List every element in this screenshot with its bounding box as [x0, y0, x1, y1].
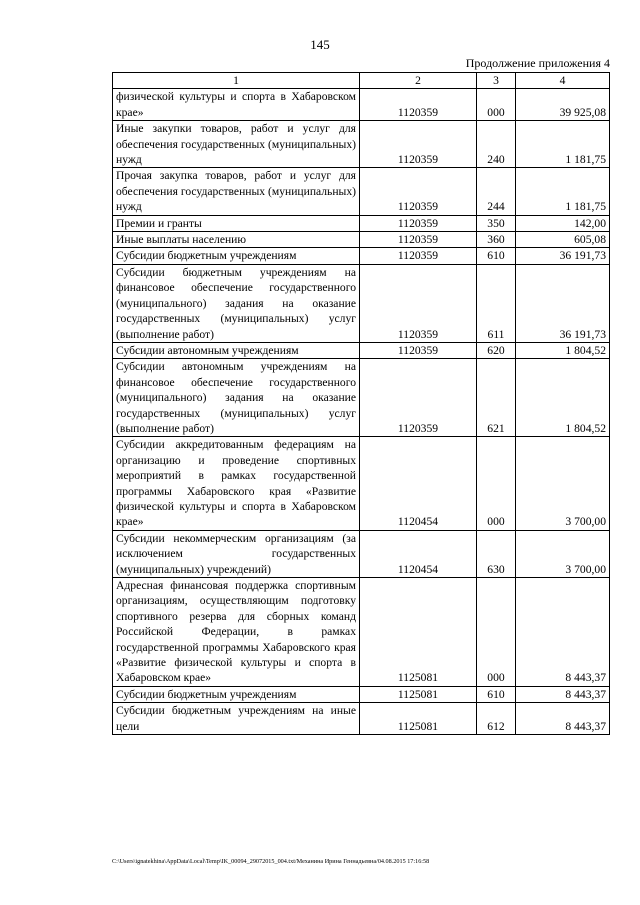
column-header: 4	[516, 73, 610, 89]
row-amount: 1 804,52	[516, 359, 610, 437]
row-description: Прочая закупка товаров, работ и услуг для обеспечения государственных (муниципальных) нужд	[113, 168, 360, 215]
row-type: 612	[477, 703, 516, 735]
row-type: 620	[477, 342, 516, 358]
column-header: 1	[113, 73, 360, 89]
row-type: 611	[477, 264, 516, 342]
row-description: Субсидии аккредитованным федерациям на организацию и проведение спортивных мероприятий в рамках государственной программы Хабаровского края «Развитие физической культуры и спорта в Хабаровском крае»	[113, 437, 360, 530]
table-row	[113, 264, 610, 342]
row-description: Субсидии бюджетным учреждениям на иные цели	[113, 703, 360, 735]
row-description: Адресная финансовая поддержка спортивным организациям, осуществляющим подготовку спортивного резерва для сборных команд Российской Федерации, в рамках государственной программы Хабаровского края «Развитие физической культуры и спорта в Хабаровском крае»	[113, 578, 360, 687]
table-row	[113, 359, 610, 437]
row-type: 630	[477, 530, 516, 577]
row-code: 1120454	[360, 530, 477, 577]
row-type: 610	[477, 686, 516, 702]
row-description: Иные закупки товаров, работ и услуг для обеспечения государственных (муниципальных) нужд	[113, 121, 360, 168]
row-amount: 1 181,75	[516, 121, 610, 168]
row-amount: 605,08	[516, 232, 610, 248]
row-amount: 39 925,08	[516, 89, 610, 121]
row-description: Субсидии бюджетным учреждениям	[113, 248, 360, 264]
row-code: 1120359	[360, 342, 477, 358]
table-row	[113, 530, 610, 577]
row-code: 1125081	[360, 578, 477, 687]
row-description: Субсидии автономным учреждениям на финансовое обеспечение государственного (муниципального) задания на оказание государственных (муниципальных) услуг (выполнение работ)	[113, 359, 360, 437]
row-amount: 8 443,37	[516, 578, 610, 687]
row-type: 610	[477, 248, 516, 264]
row-code: 1120359	[360, 359, 477, 437]
row-type: 240	[477, 121, 516, 168]
row-amount: 8 443,37	[516, 686, 610, 702]
table-row	[113, 232, 610, 248]
table-row	[113, 686, 610, 702]
row-type: 360	[477, 232, 516, 248]
row-amount: 1 181,75	[516, 168, 610, 215]
row-code: 1120359	[360, 264, 477, 342]
row-type: 244	[477, 168, 516, 215]
row-description: Премии и гранты	[113, 215, 360, 231]
row-code: 1125081	[360, 686, 477, 702]
row-amount: 1 804,52	[516, 342, 610, 358]
row-description: Субсидии бюджетным учреждениям	[113, 686, 360, 702]
row-type: 621	[477, 359, 516, 437]
row-code: 1120359	[360, 168, 477, 215]
row-code: 1120359	[360, 89, 477, 121]
table-row	[113, 342, 610, 358]
row-type: 350	[477, 215, 516, 231]
footer-file-path: C:\Users\ignatekhina\AppData\Local\Temp\IK_00094_29072015_004.txt/Механина Ирина Геннадьевна/04.08.2015 17:16:58	[112, 858, 430, 865]
row-amount: 142,00	[516, 215, 610, 231]
row-code: 1120454	[360, 437, 477, 530]
row-code: 1120359	[360, 248, 477, 264]
row-type: 000	[477, 437, 516, 530]
row-description: Субсидии автономным учреждениям	[113, 342, 360, 358]
table-row	[113, 168, 610, 215]
table-row	[113, 437, 610, 530]
row-amount: 8 443,37	[516, 703, 610, 735]
table-row	[113, 578, 610, 687]
page-number: 145	[310, 37, 330, 52]
row-type: 000	[477, 578, 516, 687]
row-amount: 36 191,73	[516, 264, 610, 342]
row-amount: 3 700,00	[516, 437, 610, 530]
row-amount: 36 191,73	[516, 248, 610, 264]
row-description: Иные выплаты населению	[113, 232, 360, 248]
column-header: 2	[360, 73, 477, 89]
row-code: 1120359	[360, 121, 477, 168]
row-description: Субсидии бюджетным учреждениям на финансовое обеспечение государственного (муниципального) задания на оказание государственных (муниципальных) услуг (выполнение работ)	[113, 264, 360, 342]
row-code: 1125081	[360, 703, 477, 735]
row-type: 000	[477, 89, 516, 121]
table-row	[113, 703, 610, 735]
table-row	[113, 215, 610, 231]
row-description: Субсидии некоммерческим организациям (за исключением государственных (муниципальных) учреждений)	[113, 530, 360, 577]
table-header-row	[113, 73, 610, 89]
row-code: 1120359	[360, 232, 477, 248]
row-amount: 3 700,00	[516, 530, 610, 577]
table-row	[113, 121, 610, 168]
continuation-label: Продолжение приложения 4	[465, 56, 610, 70]
column-header: 3	[477, 73, 516, 89]
table-row	[113, 89, 610, 121]
table-row	[113, 248, 610, 264]
budget-table	[112, 72, 610, 735]
row-description: физической культуры и спорта в Хабаровском крае»	[113, 89, 360, 121]
row-code: 1120359	[360, 215, 477, 231]
